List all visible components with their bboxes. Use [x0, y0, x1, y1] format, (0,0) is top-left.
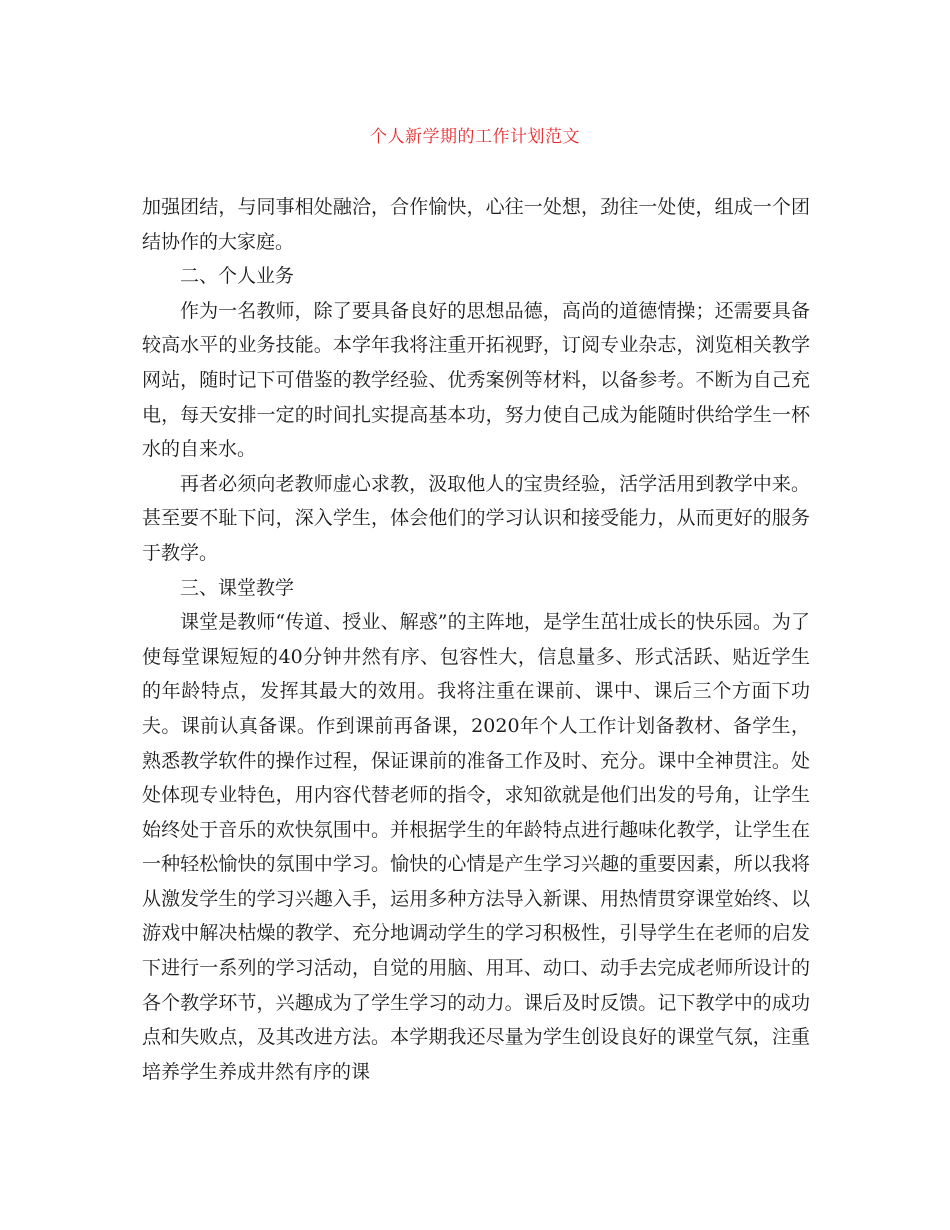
document-body [142, 190, 810, 1089]
paragraph-team-unity: 加强团结，与同事相处融洽，合作愉快，心往一处想，劲往一处使，组成一个团结协作的大家庭。 [142, 196, 810, 253]
section-heading-classroom-teaching: 三、课堂教学 [180, 576, 295, 599]
section-heading-personal-business: 二、个人业务 [180, 265, 295, 288]
paragraph-classroom: 课堂是教师“传道、授业、解惑”的主阵地，是学生茁壮成长的快乐园。为了使每堂课短短的40分钟井然有序、包容性大，信息量多、形式活跃、贴近学生的年龄特点，发挥其最大的效用。我将注重在课前、课中、课后三个方面下功夫。课前认真备课。作到课前再备课，2020年个人工作计划备教材、备学生，熟悉教学软件的操作过程，保证课前的准备工作及时、充分。课中全神贯注。处处体现专业特色，用内容代替老师的指令，求知欲就是他们出发的号角，让学生始终处于音乐的欢快氛围中。并根据学生的年龄特点进行趣味化教学，让学生在一种轻松愉快的氛围中学习。愉快的心情是产生学习兴趣的重要因素，所以我将从激发学生的学习兴趣入手，运用多种方法导入新课、用热情贯穿课堂始终、以游戏中解决枯燥的教学、充分地调动学生的学习积极性，引导学生在老师的启发下进行一系列的学习活动，自觉的用脑、用耳、动口、动手去完成老师所设计的各个教学环节，兴趣成为了学生学习的动力。课后及时反馈。记下教学中的成功点和失败点，及其改进方法。本学期我还尽量为学生创设良好的课堂气氛，注重培养学生养成井然有序的课 [142, 611, 810, 1083]
document-title: 个人新学期的工作计划范文 [370, 127, 580, 147]
paragraph-learn-from-veterans: 再者必须向老教师虚心求教，汲取他人的宝贵经验，活学活用到教学中来。甚至要不耻下问，深入学生，体会他们的学习认识和接受能力，从而更好的服务于教学。 [142, 472, 810, 564]
paragraph-teacher-skills: 作为一名教师，除了要具备良好的思想品德，高尚的道德情操；还需要具备较高水平的业务技能。本学年我将注重开拓视野，订阅专业杂志，浏览相关教学网站，随时记下可借鉴的教学经验、优秀案例等材料，以备参考。不断为自己充电，每天安排一定的时间扎实提高基本功，努力使自己成为能随时供给学生一杯水的自来水。 [142, 299, 810, 461]
